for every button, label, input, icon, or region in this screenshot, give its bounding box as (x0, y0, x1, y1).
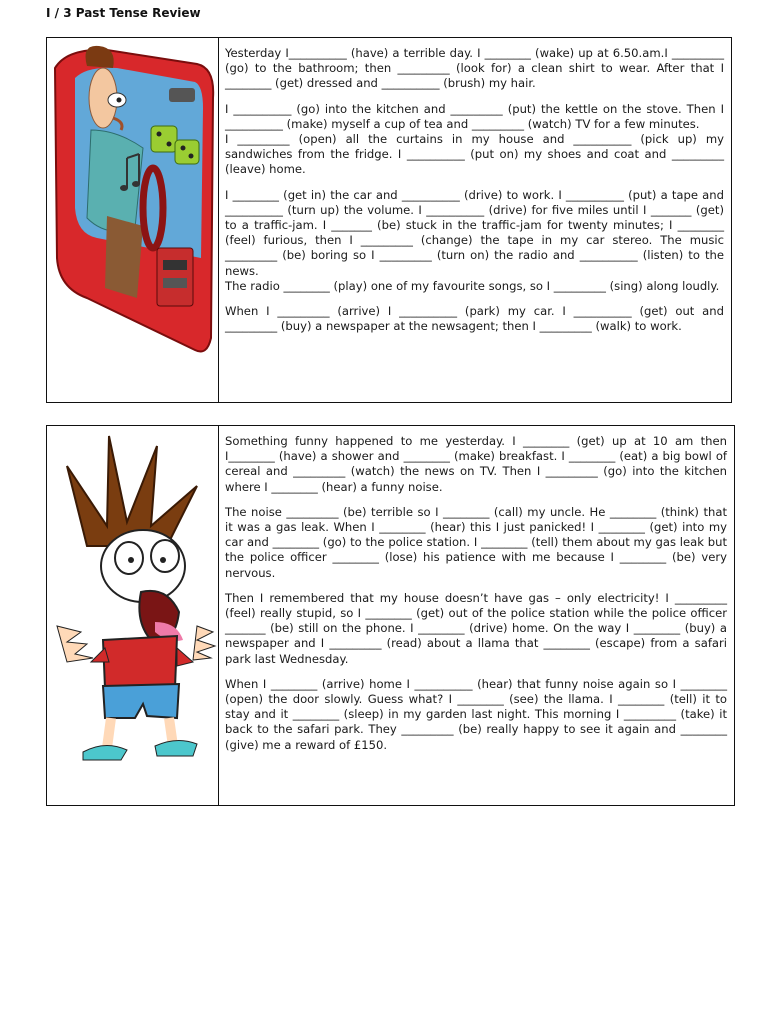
story1-paragraph-3: I _________ (open) all the curtains in my house and __________ (pick up) my sandwiches from the fridge. I __________ (put on) my shoes and coat and _________ (leave) home. (225, 132, 724, 177)
scared-boy-illustration (47, 426, 219, 805)
page-title: I / 3 Past Tense Review (46, 6, 201, 20)
story2-paragraph-4: When I ________ (arrive) home I __________ (hear) that funny noise again so I ________ (open) the door slowly. Guess what? I ________ (see) the llama. I ________ (tell) it to stay and it ________ (sleep) in my garden last night. This morning I _________ (take) it back to the safari park. They _________ (be) really happy to see it again and ________ (give) me a reward of £150. (225, 676, 727, 752)
story2-paragraph-1: Something funny happened to me yesterday. I ________ (get) up at 10 am then I________ (have) a shower and ________ (make) breakfast. I ________ (eat) a big bowl of cereal and _________ (watch) the news on TV. Then I _________ (go) into the kitchen where I ________ (hear) a funny noise. (225, 434, 727, 494)
exercise-2-box (46, 425, 735, 806)
story1-paragraph-6: When I _________ (arrive) I __________ (park) my car. I __________ (get) out and _________ (buy) a newspaper at the newsagent; then I _________ (walk) to work. (225, 304, 724, 334)
story2-paragraph-3: Then I remembered that my house doesn’t have gas – only electricity! I _________ (feel) really stupid, so I ________ (get) out of the police station while the police officer _______ (be) still on the phone. I ________ (drive) home. On the way I ________ (buy) a newspaper and I _________ (read) about a llama that ________ (escape) from a safari park last Wednesday. (225, 590, 727, 666)
story1-paragraph-4: I ________ (get in) the car and __________ (drive) to work. I __________ (put) a tape and __________ (turn up) the volume. I __________ (drive) for five miles until I _______ (get) to a traffic-jam. I _______ (be) stuck in the traffic-jam for twenty minutes; I ________ (feel) furious, then I _________ (change) the tape in my car stereo. The music _________ (be) boring so I _________ (turn on) the radio and __________ (listen) to the news. (225, 187, 724, 278)
story1-paragraph-5: The radio ________ (play) one of my favourite songs, so I _________ (sing) along loudly. (225, 278, 720, 293)
story2-paragraph-2: The noise _________ (be) terrible so I ________ (call) my uncle. He ________ (think) that it was a gas leak. When I ________ (hear) this I just panicked! I ________ (get) into my car and ________ (go) to the police station. I ________ (tell) them about my gas leak but the police officer ________ (lose) his patience with me because I ________ (be) very nervous. (225, 504, 727, 580)
story1-paragraph-2: I __________ (go) into the kitchen and _________ (put) the kettle on the stove. Then I __________ (make) myself a cup of tea and _________ (watch) TV for a few minutes. (225, 101, 724, 131)
exercise-2-text (219, 426, 734, 805)
man-driving-car-illustration (47, 38, 219, 402)
story1-paragraph-1: Yesterday I__________ (have) a terrible day. I ________ (wake) up at 6.50.am.I _________ (go) to the bathroom; then _________ (look for) a clean shirt to wear. After that I ________ (get) dressed and __________ (brush) my hair. (225, 46, 724, 91)
exercise-1-text (219, 38, 731, 402)
exercise-1-box (46, 37, 732, 403)
